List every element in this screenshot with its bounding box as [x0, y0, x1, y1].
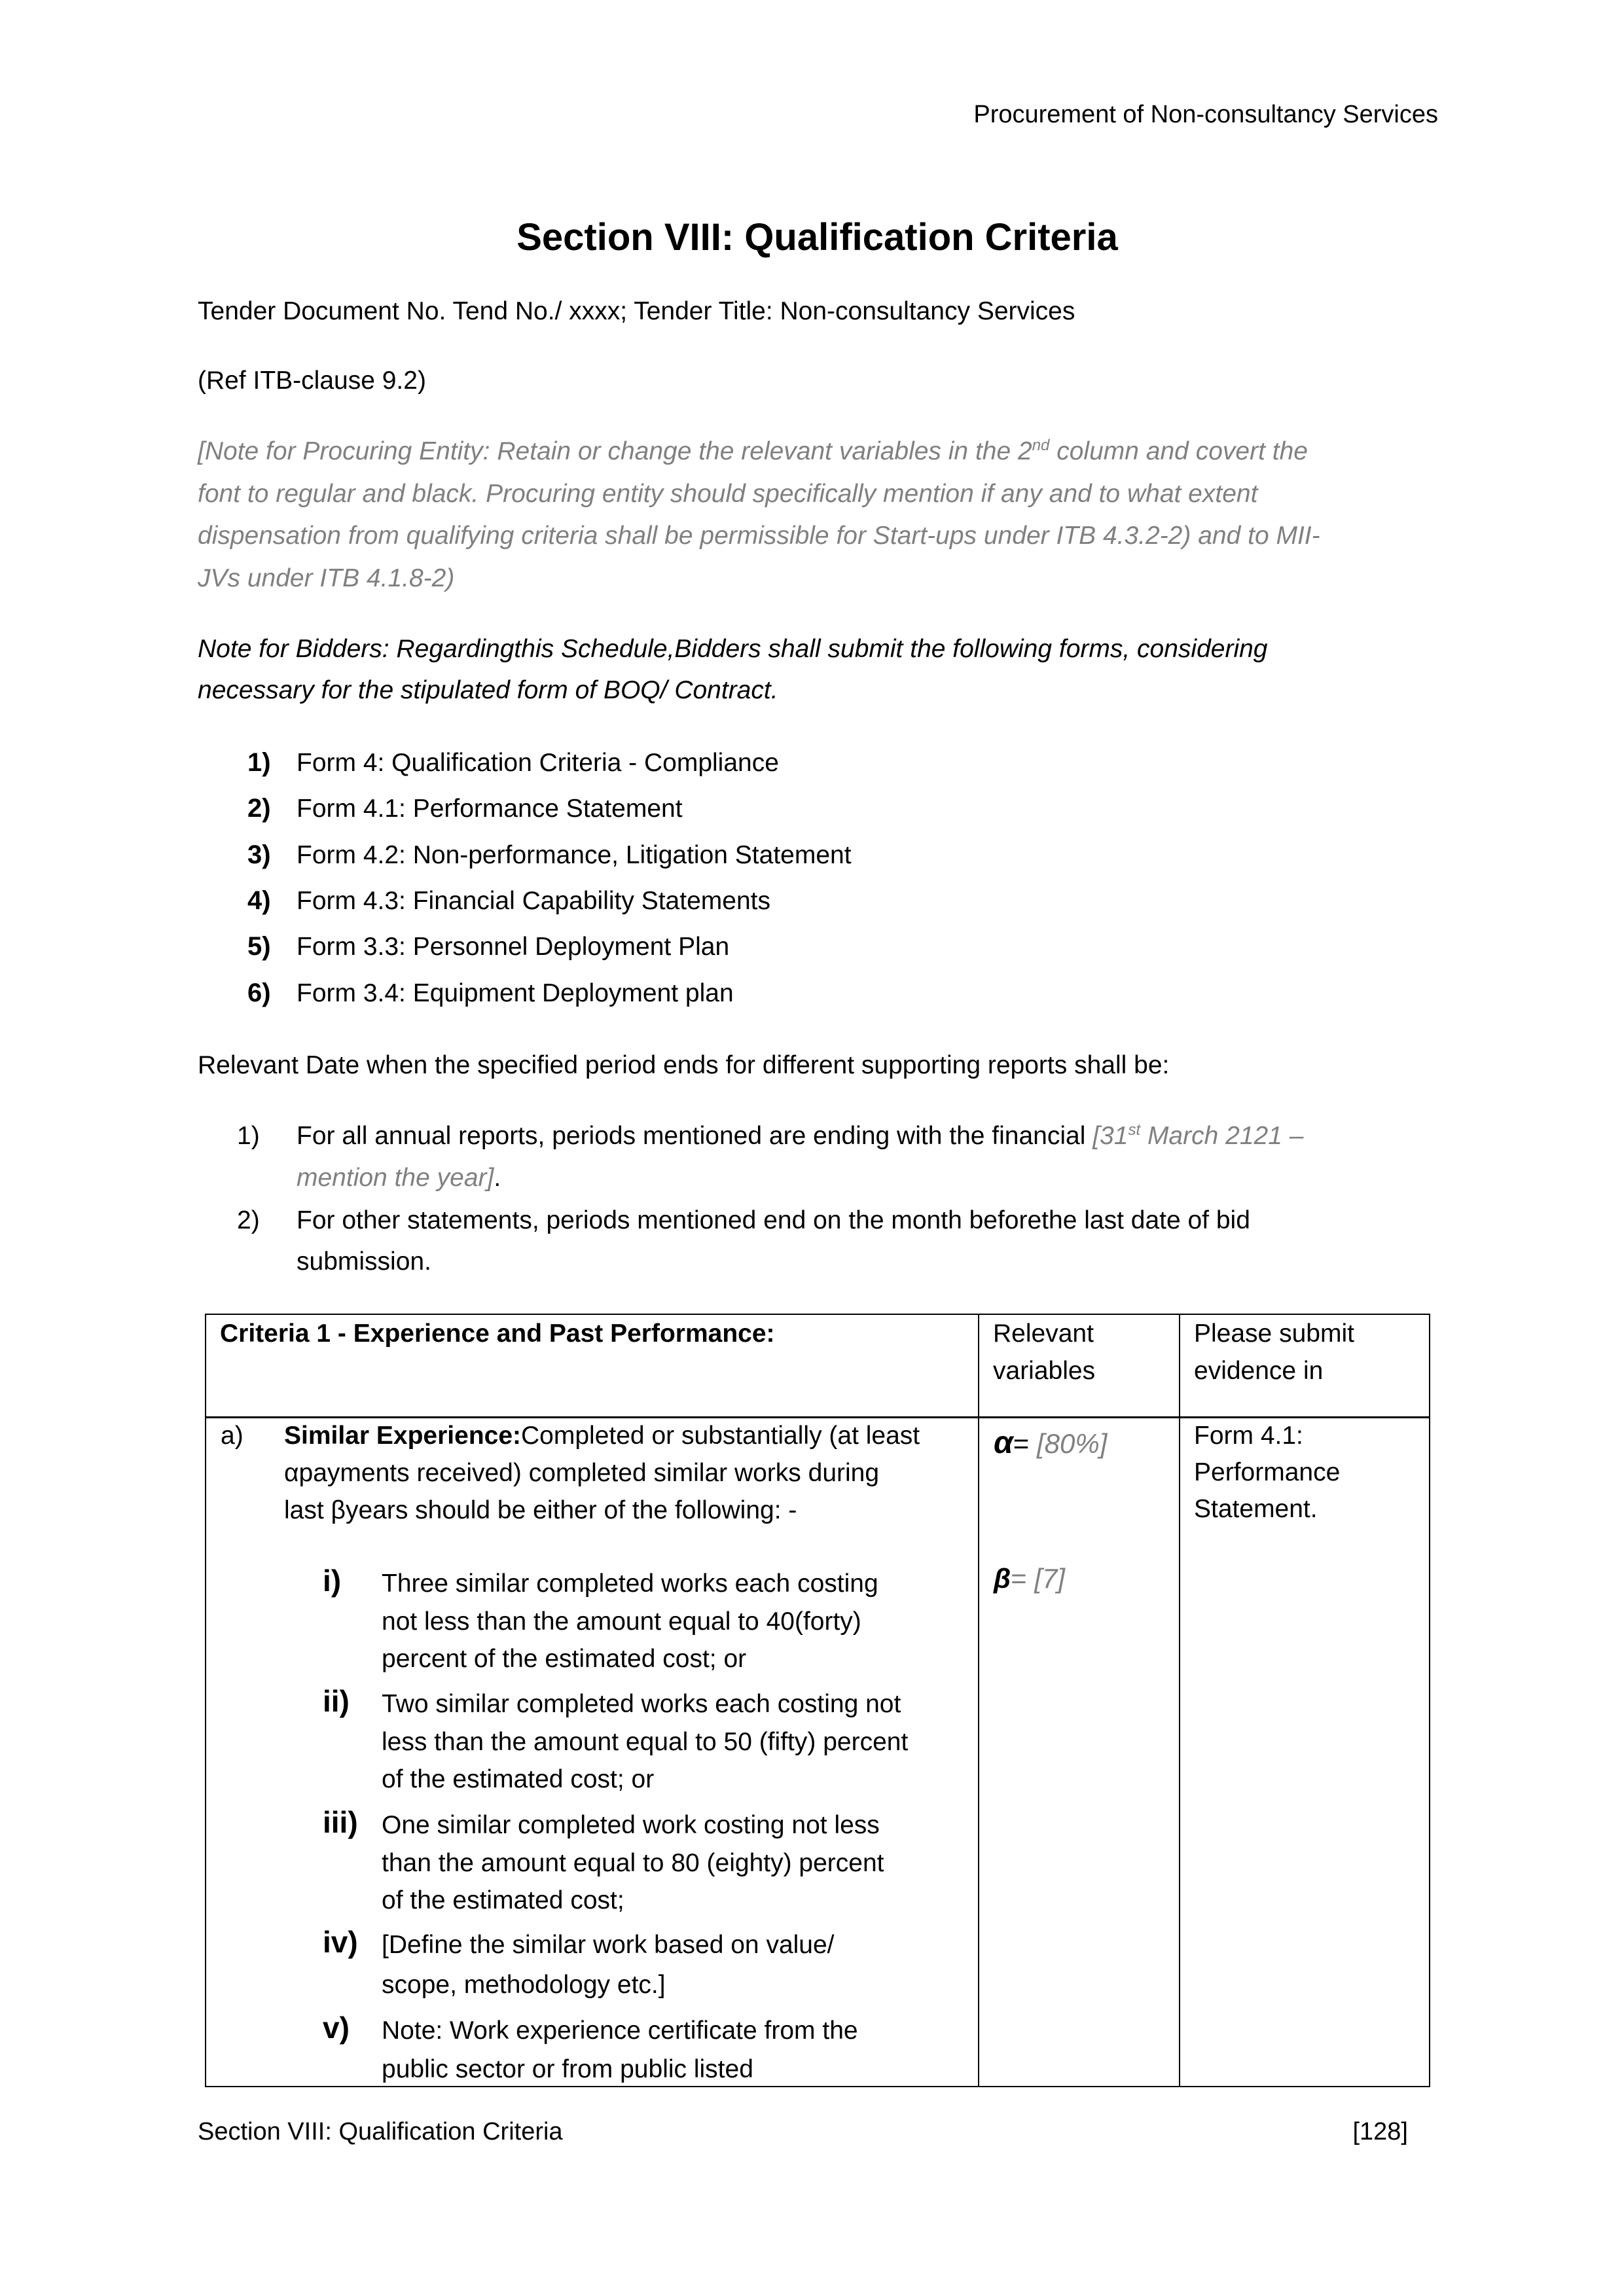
year-note-sup: st	[1128, 1121, 1141, 1139]
sub-item-numeral: iv)	[323, 1925, 358, 1959]
alpha-eq: =	[1013, 1428, 1037, 1459]
list-item: Form 3.3: Personnel Deployment Plan	[297, 933, 730, 961]
row-label: a)	[221, 1422, 244, 1450]
list-item: For other statements, periods mentioned end on the month beforethe last date of bid	[297, 1206, 1250, 1234]
sub-item-numeral: i)	[323, 1564, 342, 1598]
beta-variable	[994, 1562, 1065, 1595]
header-evidence: Please submit	[1194, 1319, 1354, 1348]
alpha-symbol: α	[994, 1426, 1013, 1460]
alpha-value: [80%]	[1036, 1428, 1108, 1459]
column-divider	[1179, 1314, 1180, 2087]
row-lead: Similar Experience:	[284, 1422, 522, 1450]
list-number: 4)	[247, 886, 271, 915]
footer-section: Section VIII: Qualification Criteria	[198, 2118, 563, 2145]
sub-item-text: of the estimated cost; or	[382, 1765, 655, 1793]
note-text: [Note for Procuring Entity: Retain or change the relevant variables in the 2	[198, 437, 1032, 465]
note-line: Note for Bidders: Regardingthis Schedule,Bidders shall submit the following forms, considering	[198, 635, 1268, 663]
row-text-rest: Completed or substantially (at least	[521, 1422, 920, 1450]
header-variables: variables	[993, 1357, 1096, 1385]
sub-item-text: than the amount equal to 80 (eighty) percent	[382, 1849, 884, 1877]
beta-symbol: β	[994, 1563, 1011, 1594]
note-line: JVs under ITB 4.1.8-2)	[198, 564, 455, 592]
item-text: .	[494, 1164, 501, 1192]
evidence-text: Statement.	[1194, 1495, 1318, 1523]
tender-line: Tender Document No. Tend No./ xxxx; Tender Title: Non-consultancy Services	[198, 297, 1075, 325]
list-number: 5)	[247, 932, 271, 961]
header-divider	[205, 1416, 1430, 1418]
list-number: 1)	[247, 748, 271, 777]
sub-item-text: percent of the estimated cost; or	[382, 1645, 747, 1673]
beta-eq: =	[1011, 1563, 1035, 1594]
running-header: Procurement of Non-consultancy Services	[973, 101, 1438, 128]
sub-item-text: [Define the similar work based on value/	[382, 1931, 835, 1959]
list-number: 6)	[247, 978, 271, 1007]
alpha-variable	[994, 1427, 1107, 1460]
year-note: March 2121 –	[1140, 1122, 1304, 1150]
sub-item-numeral: iii)	[323, 1805, 358, 1839]
sub-item-numeral: v)	[323, 2011, 350, 2045]
list-item	[297, 1120, 1303, 1153]
sub-item-numeral: ii)	[323, 1684, 350, 1718]
row-text: last βyears should be either of the following: -	[284, 1496, 797, 1524]
sub-item-text: not less than the amount equal to 40(forty)	[382, 1607, 861, 1636]
sub-item-text: One similar completed work costing not less	[382, 1811, 880, 1839]
page-number: [128]	[1352, 2118, 1408, 2145]
relevant-date-heading: Relevant Date when the specified period ends for different supporting reports shall be:	[198, 1051, 1170, 1079]
list-item: Form 3.4: Equipment Deployment plan	[297, 979, 734, 1007]
evidence-text: Performance	[1194, 1458, 1341, 1486]
year-note: mention the year]	[297, 1164, 494, 1192]
list-number: 2)	[237, 1206, 260, 1234]
note-line: dispensation from qualifying criteria shall be permissible for Start-ups under ITB 4.3.2-2) and to MII-	[198, 522, 1320, 550]
sub-item-text: scope, methodology etc.]	[382, 1971, 666, 1999]
note-line: necessary for the stipulated form of BOQ/ Contract.	[198, 676, 778, 704]
note-text: column and covert the	[1049, 437, 1308, 465]
sub-item-text: Three similar completed works each costing	[382, 1570, 878, 1598]
sub-item-text: Two similar completed works each costing not	[382, 1690, 901, 1718]
note-line	[198, 435, 1308, 468]
list-item: Form 4.3: Financial Capability Statements	[297, 887, 770, 915]
header-criteria: Criteria 1 - Experience and Past Performance:	[220, 1319, 775, 1348]
note-sup: nd	[1032, 437, 1050, 454]
list-item-continued	[297, 1162, 501, 1194]
sub-item-text: less than the amount equal to 50 (fifty) percent	[382, 1728, 909, 1756]
year-note: [31	[1092, 1122, 1128, 1150]
row-text	[284, 1420, 920, 1452]
sub-item-text: Note: Work experience certificate from the	[382, 2017, 858, 2045]
list-item-continued: submission.	[297, 1247, 431, 1276]
column-divider	[978, 1314, 979, 2087]
header-evidence: evidence in	[1194, 1357, 1324, 1385]
header-variables: Relevant	[993, 1319, 1094, 1348]
item-text: For all annual reports, periods mentioned are ending with the financial	[297, 1122, 1093, 1150]
list-number: 3)	[247, 840, 271, 869]
ref-line: (Ref ITB-clause 9.2)	[198, 367, 426, 395]
sub-item-text: of the estimated cost;	[382, 1886, 624, 1914]
list-item: Form 4.1: Performance Statement	[297, 795, 683, 823]
list-number: 2)	[247, 794, 271, 823]
beta-value: [7]	[1034, 1563, 1065, 1594]
page-title: Section VIII: Qualification Criteria	[516, 216, 1118, 259]
row-text: αpayments received) completed similar works during	[284, 1459, 880, 1487]
note-line: font to regular and black. Procuring entity should specifically mention if any and to what extent	[198, 480, 1258, 508]
list-number: 1)	[237, 1122, 260, 1150]
list-item: Form 4.2: Non-performance, Litigation Statement	[297, 841, 852, 869]
evidence-text: Form 4.1:	[1194, 1422, 1303, 1450]
sub-item-text: public sector or from public listed	[382, 2055, 753, 2083]
list-item: Form 4: Qualification Criteria - Compliance	[297, 749, 779, 777]
